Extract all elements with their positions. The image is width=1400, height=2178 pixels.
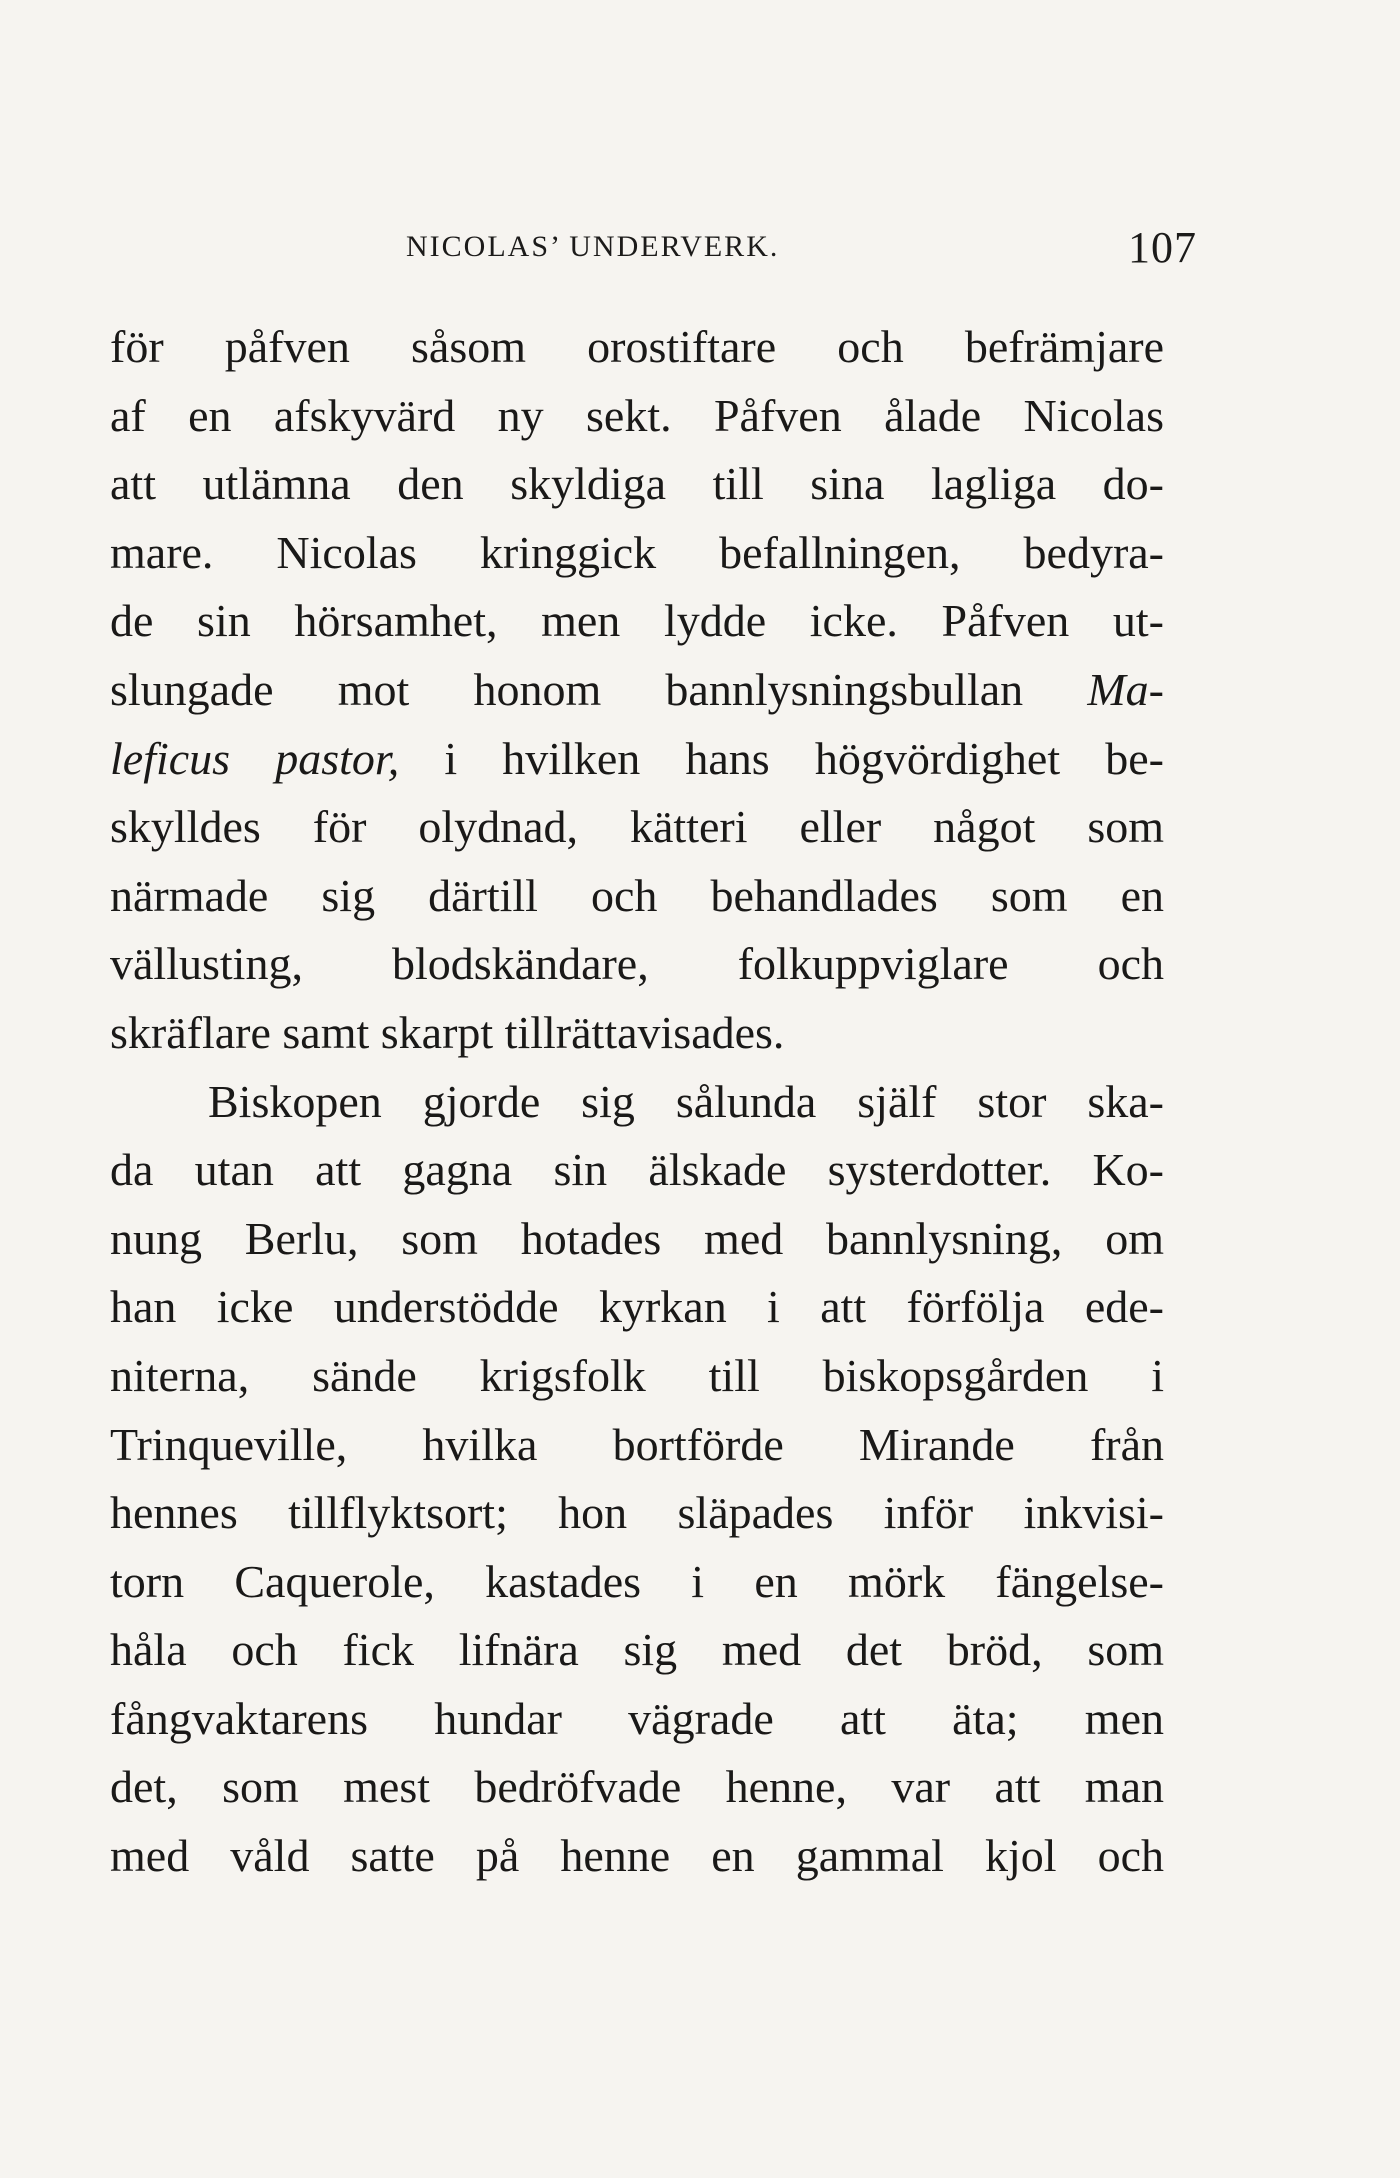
text-line	[110, 725, 1164, 794]
text-line: Biskopen gjorde sig sålunda själf stor ska-	[208, 1075, 1164, 1127]
text-line: nung Berlu, som hotades med bannlysning, om	[110, 1212, 1164, 1264]
text-line: skräflare samt skarpt tillrättavisades.	[110, 1006, 785, 1058]
text-line: hennes tillflyktsort; hon släpades inför inkvisi-	[110, 1487, 1164, 1539]
text-line: af en afskyvärd ny sekt. Påfven ålade Nicolas	[110, 389, 1164, 441]
text-line: Trinqueville, hvilka bortförde Mirande från	[110, 1418, 1164, 1470]
text-segment: i hvilken hans högvördighet be-	[399, 732, 1165, 784]
text-line: håla och fick lifnära sig med det bröd, som	[110, 1624, 1164, 1676]
text-line: fångvaktarens hundar vägrade att äta; men	[110, 1692, 1164, 1744]
text-line: vällusting, blodskändare, folkuppviglare och	[110, 938, 1164, 990]
italic-title-part: leficus pastor,	[110, 732, 400, 784]
text-line: det, som mest bedröfvade henne, var att man	[110, 1761, 1164, 1813]
page-number: 107	[1128, 223, 1197, 272]
text-line: da utan att gagna sin älskade systerdotter. Ko-	[110, 1144, 1164, 1196]
text-line: mare. Nicolas kringgick befallningen, bedyra-	[110, 526, 1164, 578]
running-title: NICOLAS’ UNDERVERK.	[406, 230, 780, 263]
body-text	[110, 313, 1164, 1891]
text-line: för påfven såsom orostiftare och befrämjare	[110, 321, 1164, 372]
text-line: de sin hörsamhet, men lydde icke. Påfven ut-	[110, 595, 1164, 647]
text-line: niterna, sände krigsfolk till biskopsgården i	[110, 1349, 1164, 1401]
italic-title-part: Ma-	[1087, 663, 1164, 715]
running-head	[0, 222, 1400, 282]
text-line: torn Caquerole, kastades i en mörk fängelse-	[110, 1555, 1164, 1607]
text-segment: slungade mot honom bannlysningsbullan	[110, 663, 1088, 715]
text-line: att utlämna den skyldiga till sina lagliga do-	[110, 458, 1164, 510]
text-line: närmade sig därtill och behandlades som en	[110, 869, 1164, 921]
text-line: han icke understödde kyrkan i att förfölja ede-	[110, 1281, 1164, 1333]
text-line: skylldes för olydnad, kätteri eller något som	[110, 801, 1164, 853]
text-line	[110, 656, 1164, 725]
text-line: med våld satte på henne en gammal kjol och	[110, 1830, 1164, 1882]
